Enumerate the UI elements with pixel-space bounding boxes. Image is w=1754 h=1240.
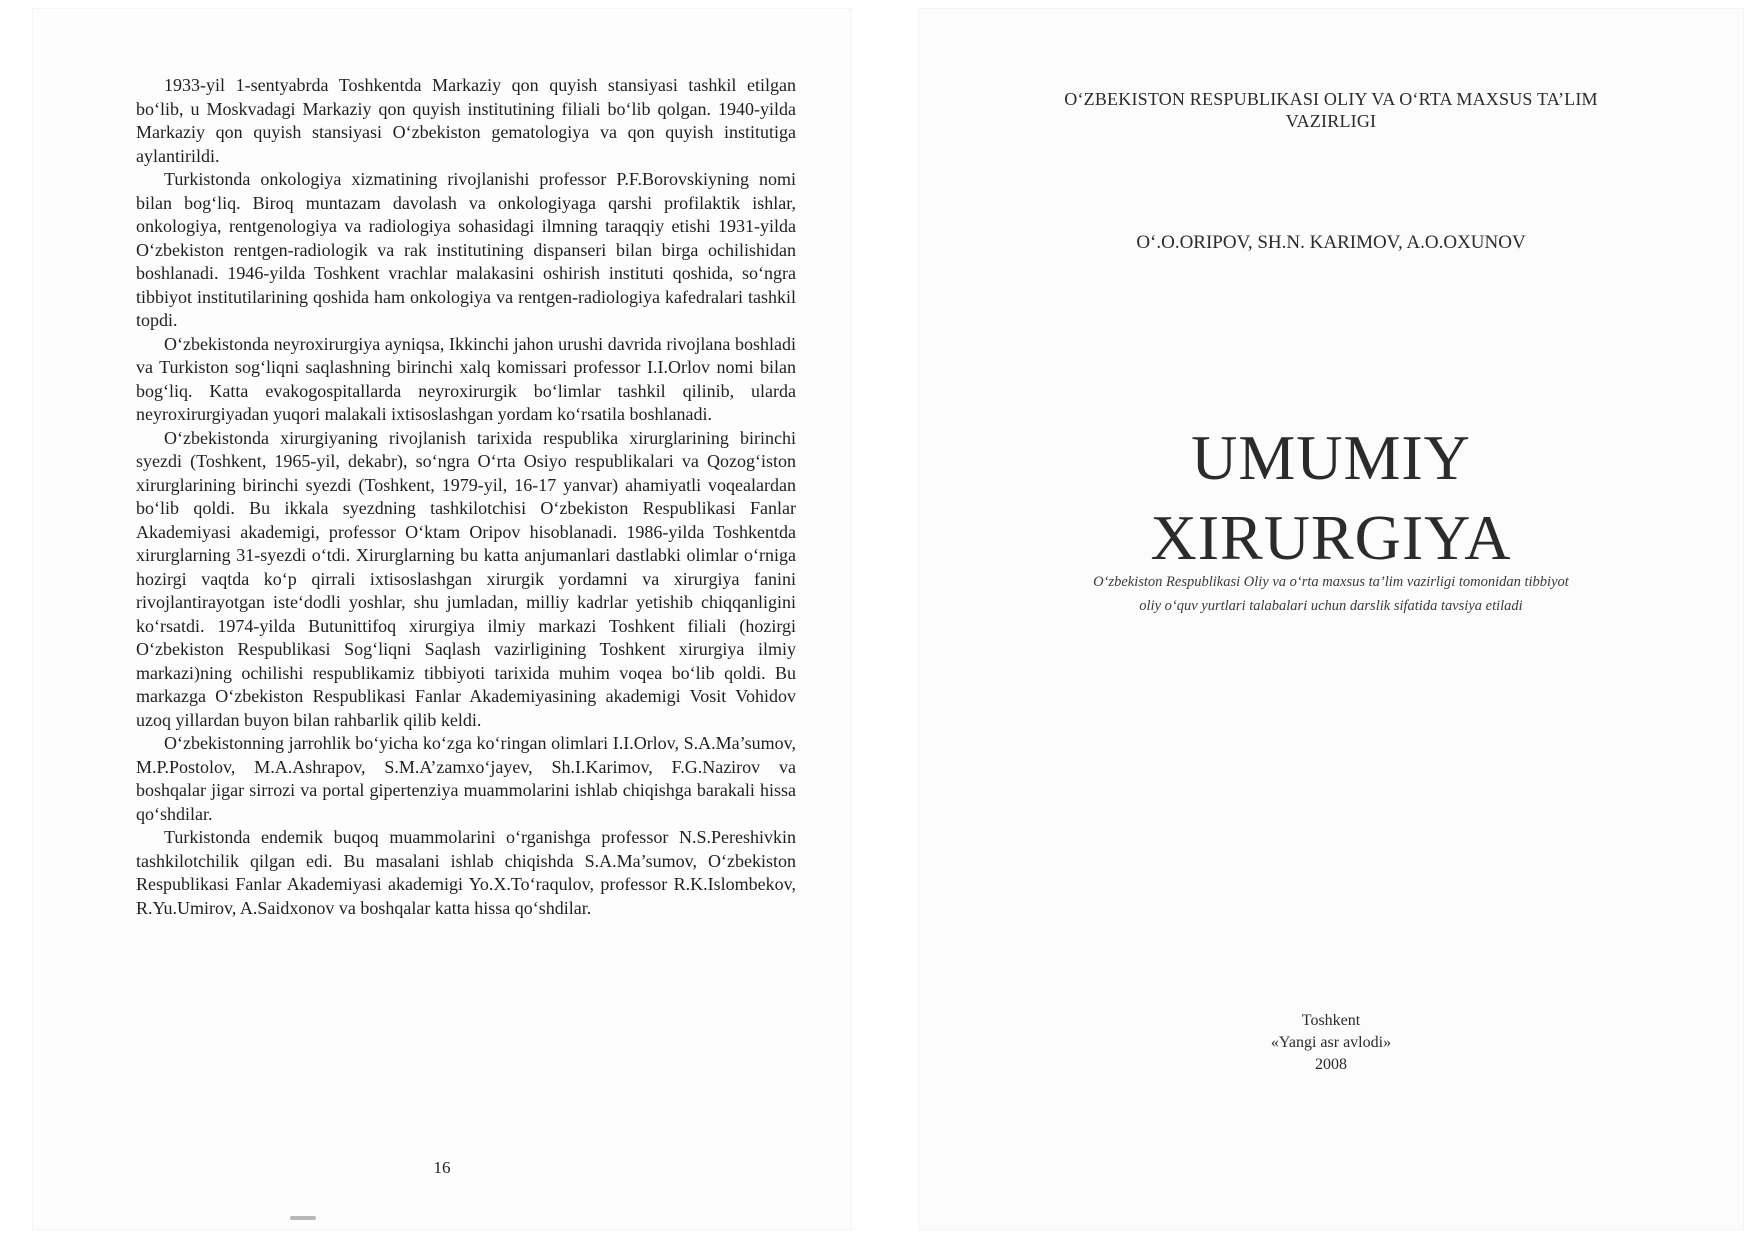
paragraph: O‘zbekistonning jarrohlik bo‘yicha ko‘zga ko‘ringan olimlari I.I.Orlov, S.A.Ma’sumov, M.P.Postolov, M.A.Ashrapov, S.M.A’zamxo‘jayev, Sh.I.Karimov, F.G.Nazirov va boshqalar jigar sirrozi va portal gipertenziya muammolarini ishlab chiqishga barakali hissa qo‘shdilar. (136, 733, 796, 824)
book-title (958, 418, 1704, 578)
right-page (918, 8, 1744, 1230)
left-page (32, 8, 852, 1230)
imprint (958, 1010, 1704, 1076)
approval-line: O‘zbekiston Respublikasi Oliy va o‘rta maxsus ta’lim vazirligi tomonidan tibbiyot (1093, 574, 1569, 590)
imprint-year: 2008 (1315, 1056, 1347, 1073)
paragraph: Turkistonda endemik buqoq muammolarini o‘rganishga professor N.S.Pereshivkin tashkilotchilik qilgan edi. Bu masalani ishlab chiqishda S.A.Ma’sumov, O‘zbekiston Respublikasi Fanlar Akademiyasi akademigi Yo.X.To‘raqulov, professor R.K.Islombekov, R.Yu.Umirov, A.Saidxonov va boshqalar katta hissa qo‘shdilar. (136, 827, 796, 918)
imprint-publisher: «Yangi asr avlodi» (1270, 1034, 1392, 1051)
body-text (136, 74, 796, 920)
ministry-heading (958, 88, 1704, 132)
approval-note (958, 570, 1704, 618)
approval-line: oliy o‘quv yurtlari talabalari uchun darslik sifatida tavsiya etiladi (1139, 598, 1523, 614)
paragraph: 1933-yil 1-sentyabrda Toshkentda Markaziy qon quyish stansiyasi tashkil etilgan bo‘lib, u Moskvadagi Markaziy qon quyish institutining filiali bo‘lib qolgan. 1940-yilda Markaziy qon quyish stansiyasi O‘zbekiston gematologiya va qon quyish institutiga aylantirildi. (136, 75, 796, 166)
authors: O‘.O.ORIPOV, SH.N. KARIMOV, A.O.OXUNOV (1136, 232, 1526, 253)
paragraph: O‘zbekistonda neyroxirurgiya ayniqsa, Ikkinchi jahon urushi davrida rivojlana boshladi va Turkiston sog‘liqni saqlashning birinchi xalq komissari professor I.I.Orlov nomi bilan bog‘liq. Katta evakogospitallarda neyroxirurgik bo‘limlar tashkil qilinib, ularda neyroxirurgiyadan yuqori malakali ixtisoslashgan yordam ko‘rsatila boshlanadi. (136, 333, 796, 424)
page-number: 16 (433, 1158, 451, 1177)
ministry-line: VAZIRLIGI (1285, 111, 1377, 131)
title-line: UMUMIY (1191, 422, 1471, 493)
title-line: XIRURGIYA (1150, 502, 1512, 573)
paragraph: Turkistonda onkologiya xizmatining rivojlanishi professor P.F.Borovskiyning nomi bilan bog‘liq. Biroq muntazam davolash va onkologiyaga qarshi profilaktik ishlar, onkologiya, rentgenologiya va radiologiya sohasidagi ilmning taraqqiy etishi 1931-yilda O‘zbekiston rentgen-radiologik va rak institutining dispanseri bilan birga ochilishidan boshlanadi. 1946-yilda Toshkent vrachlar malakasini oshirish instituti qoshida, so‘ngra tibbiyot institutilarining qoshida ham onkologiya va rentgen-radiologiya kafedralari tashkil topdi. (136, 169, 796, 330)
paragraph: O‘zbekistonda xirurgiyaning rivojlanish tarixida respublika xirurglarining birinchi syezdi (Toshkent, 1965-yil, dekabr), so‘ngra O‘rta Osiyo respublikalari va Qozog‘iston xirurglarining birinchi syezdi (Toshkent, 1979-yil, 16-17 yanvar) ahamiyatli voqealardan bo‘lib qoldi. Bu ikkala syezdning tashkilotchisi O‘zbekiston Respublikasi Fanlar Akademiyasi akademigi, professor O‘ktam Oripov hisoblanadi. 1986-yilda Toshkentda xirurglarning 31-syezdi o‘tdi. Xirurglarning bu katta anjumanlari dastlabki olimlar o‘rniga hozirgi vaqtda ko‘p qirrali ixtisoslashgan xirurgik yordamni va xirurgiya fanini rivojlantirayotgan iste‘dodli yoshlar, shu jumladan, milliy kadrlar yetishib chiqqanligini ko‘rsatdi. 1974-yilda Butunittifoq xirurgiya ilmiy markazi Toshkent filiali (hozirgi O‘zbekiston Respublikasi Sog‘liqni Saqlash vazirligining Toshkent xirurgiya ilmiy markazi)ning ochilishi respublikamiz tibbiyoti tarixida muhim voqea bo‘lib qoldi. Bu markazga O‘zbekiston Respublikasi Fanlar Akademiyasining akademigi Vosit Vohidov uzoq yillardan buyon bilan rahbarlik qilib keldi. (136, 427, 796, 730)
scan-smudge (290, 1216, 316, 1220)
imprint-city: Toshkent (1301, 1012, 1361, 1029)
ministry-line: O‘ZBEKISTON RESPUBLIKASI OLIY VA O‘RTA MAXSUS TA’LIM (1064, 89, 1598, 109)
